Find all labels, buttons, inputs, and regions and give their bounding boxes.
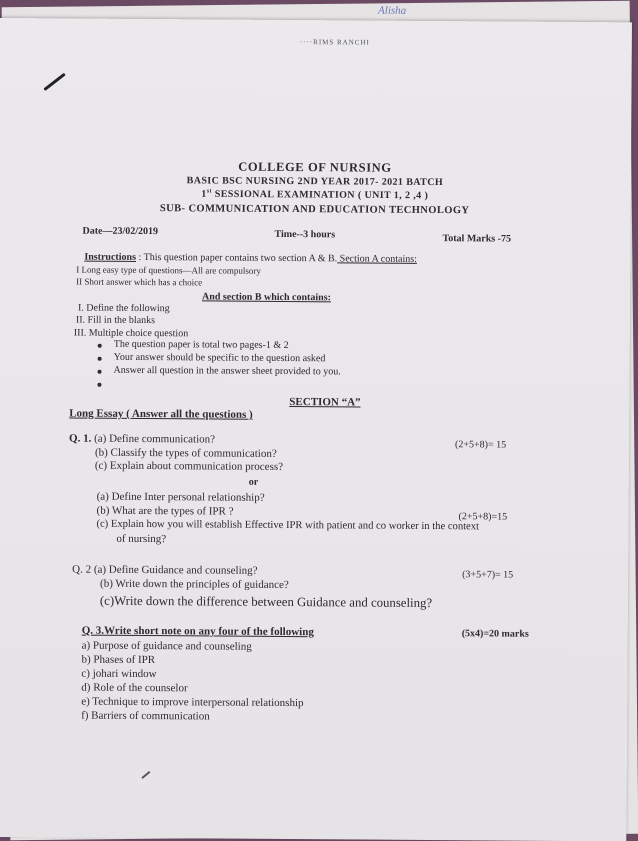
instruction-bullet-2: Your answer should be specific to the question asked [113, 351, 326, 365]
exam-number: 1 [201, 188, 207, 200]
subject-line: SUB- COMMUNICATION AND EDUCATION TECHNOLOGY [159, 203, 470, 217]
q1-part-a [69, 432, 215, 445]
q1-alt-part-c: (c) Explain how you will establish Effective IPR with patient and co worker in the context [96, 518, 480, 533]
q1-alt-part-a: (a) Define Inter personal relationship? [96, 490, 265, 504]
q2-marks: (3+5+7)= 15 [462, 569, 514, 581]
section-b-item-1: I. Define the following [77, 302, 170, 315]
instructions-label: Instructions [84, 251, 137, 263]
q3-item-e: e) Technique to improve interpersonal relationship [81, 695, 304, 710]
bullet-icon [98, 344, 102, 348]
q2-part-b: (b) Write down the principles of guidance? [100, 577, 289, 592]
section-a-title: SECTION “A” [289, 396, 361, 409]
section-b-contains: And section B which contains: [202, 291, 331, 304]
q3-item-f: f) Barriers of communication [81, 709, 210, 723]
total-marks: Total Marks -75 [442, 233, 512, 245]
instructions-text: : This question paper contains two section A & B. [135, 251, 338, 265]
pen-mark-icon [43, 73, 65, 91]
q1-alt-marks: (2+5+8)=15 [458, 511, 508, 523]
q1-alt-part-c-cont: of nursing? [116, 532, 167, 546]
or-separator: or [248, 476, 259, 488]
exam-number-suffix: st [206, 188, 212, 195]
bullet-icon [98, 357, 102, 361]
institution-stamp: ····RIMS RANCHI [299, 38, 370, 47]
instructions-line [84, 252, 417, 265]
exam-title: SESSIONAL EXAMINATION ( UNIT 1, 2 ,4 ) [211, 188, 429, 202]
course-line: BASIC BSC NURSING 2ND YEAR 2017- 2021 BATCH [186, 175, 444, 189]
q1-number: Q. 1. [69, 432, 92, 445]
q3-title: Q. 3.Write short note on any four of the following [81, 624, 314, 639]
bullet-icon [98, 370, 102, 374]
section-a-item-2: II Short answer which has a choice [76, 276, 203, 288]
q1-alt-part-b: (b) What are the types of IPR ? [96, 504, 234, 518]
pen-tick-icon [141, 771, 150, 779]
section-b-item-3: III. Multiple choice question [73, 327, 189, 340]
q3-marks: (5x4)=20 marks [461, 628, 529, 640]
q1-part-c: (c) Explain about communication process? [94, 459, 284, 473]
instruction-bullet-1: The question paper is total two pages-1 & 2 [113, 338, 289, 352]
q3-item-c: c) johari window [81, 667, 157, 681]
instruction-bullet-3: Answer all question in the answer sheet provided to you. [113, 364, 341, 378]
bullet-icon [97, 383, 101, 387]
q1-part-b: (b) Classify the types of communication? [94, 446, 277, 460]
q1-marks: (2+5+8)= 15 [454, 439, 507, 451]
q3-item-a: a) Purpose of guidance and counseling [81, 639, 252, 653]
q2-part-c: (c)Write down the difference between Guidance and counseling? [99, 593, 433, 611]
q2-part-a: Q. 2 (a) Define Guidance and counseling? [72, 563, 258, 577]
section-a-contains: Section A contains: [337, 253, 417, 265]
section-a-subtitle: Long Essay ( Answer all the questions ) [69, 407, 253, 421]
section-b-item-2: II. Fill in the blanks [75, 314, 156, 327]
section-a-item-1: I Long easy type of questions—All are compulsory [76, 264, 261, 276]
college-title: COLLEGE OF NURSING [238, 159, 392, 175]
handwritten-name: Alisha [378, 4, 407, 17]
exam-paper [0, 4, 632, 841]
exam-date: Date—23/02/2019 [82, 225, 159, 238]
exam-line [0, 187, 631, 203]
q3-item-d: d) Role of the counselor [81, 681, 188, 695]
q1-a-text: (a) Define communication? [91, 432, 216, 446]
q3-item-b: b) Phases of IPR [81, 653, 156, 667]
exam-time: Time--3 hours [274, 228, 336, 241]
